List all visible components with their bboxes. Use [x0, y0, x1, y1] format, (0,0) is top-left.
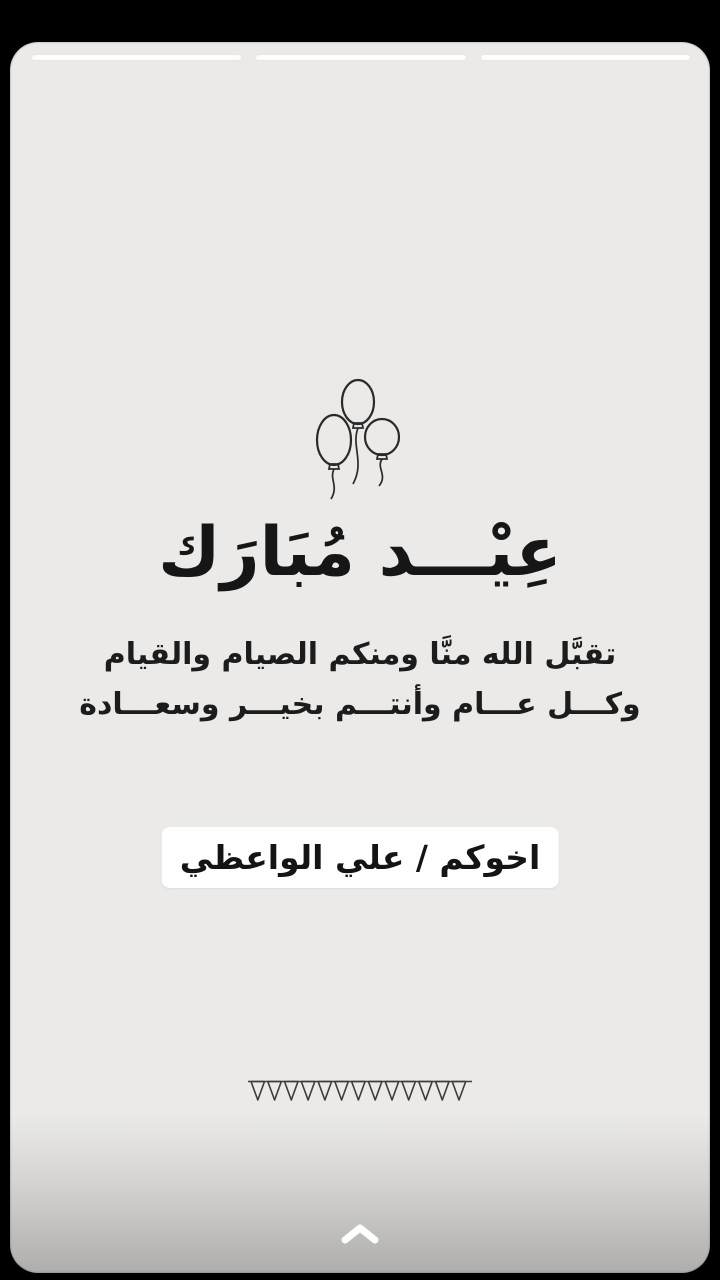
chevron-up-icon[interactable]	[340, 1223, 380, 1245]
progress-segment	[256, 55, 465, 60]
story-progress	[32, 55, 690, 60]
story-card[interactable]	[10, 42, 710, 1273]
greeting-line-2: وكـــل عـــام وأنتـــم بخيـــر وسعـــادة	[79, 687, 641, 722]
eid-mubarak-title: عِيْـــد مُبَارَك	[158, 513, 562, 592]
bunting-triangles	[251, 1082, 466, 1101]
greeting-line-1: تقبَّل الله منَّا ومنكم الصيام والقيام	[103, 637, 617, 672]
greeting-text	[10, 630, 710, 730]
bottom-gradient-overlay	[10, 1113, 710, 1273]
balloons-icon	[280, 372, 460, 502]
progress-segment	[481, 55, 690, 60]
progress-segment	[32, 55, 241, 60]
bunting-icon	[248, 1078, 472, 1104]
signature-sticker	[162, 827, 559, 888]
signature-text: اخوكم / علي الواعظي	[179, 838, 541, 877]
